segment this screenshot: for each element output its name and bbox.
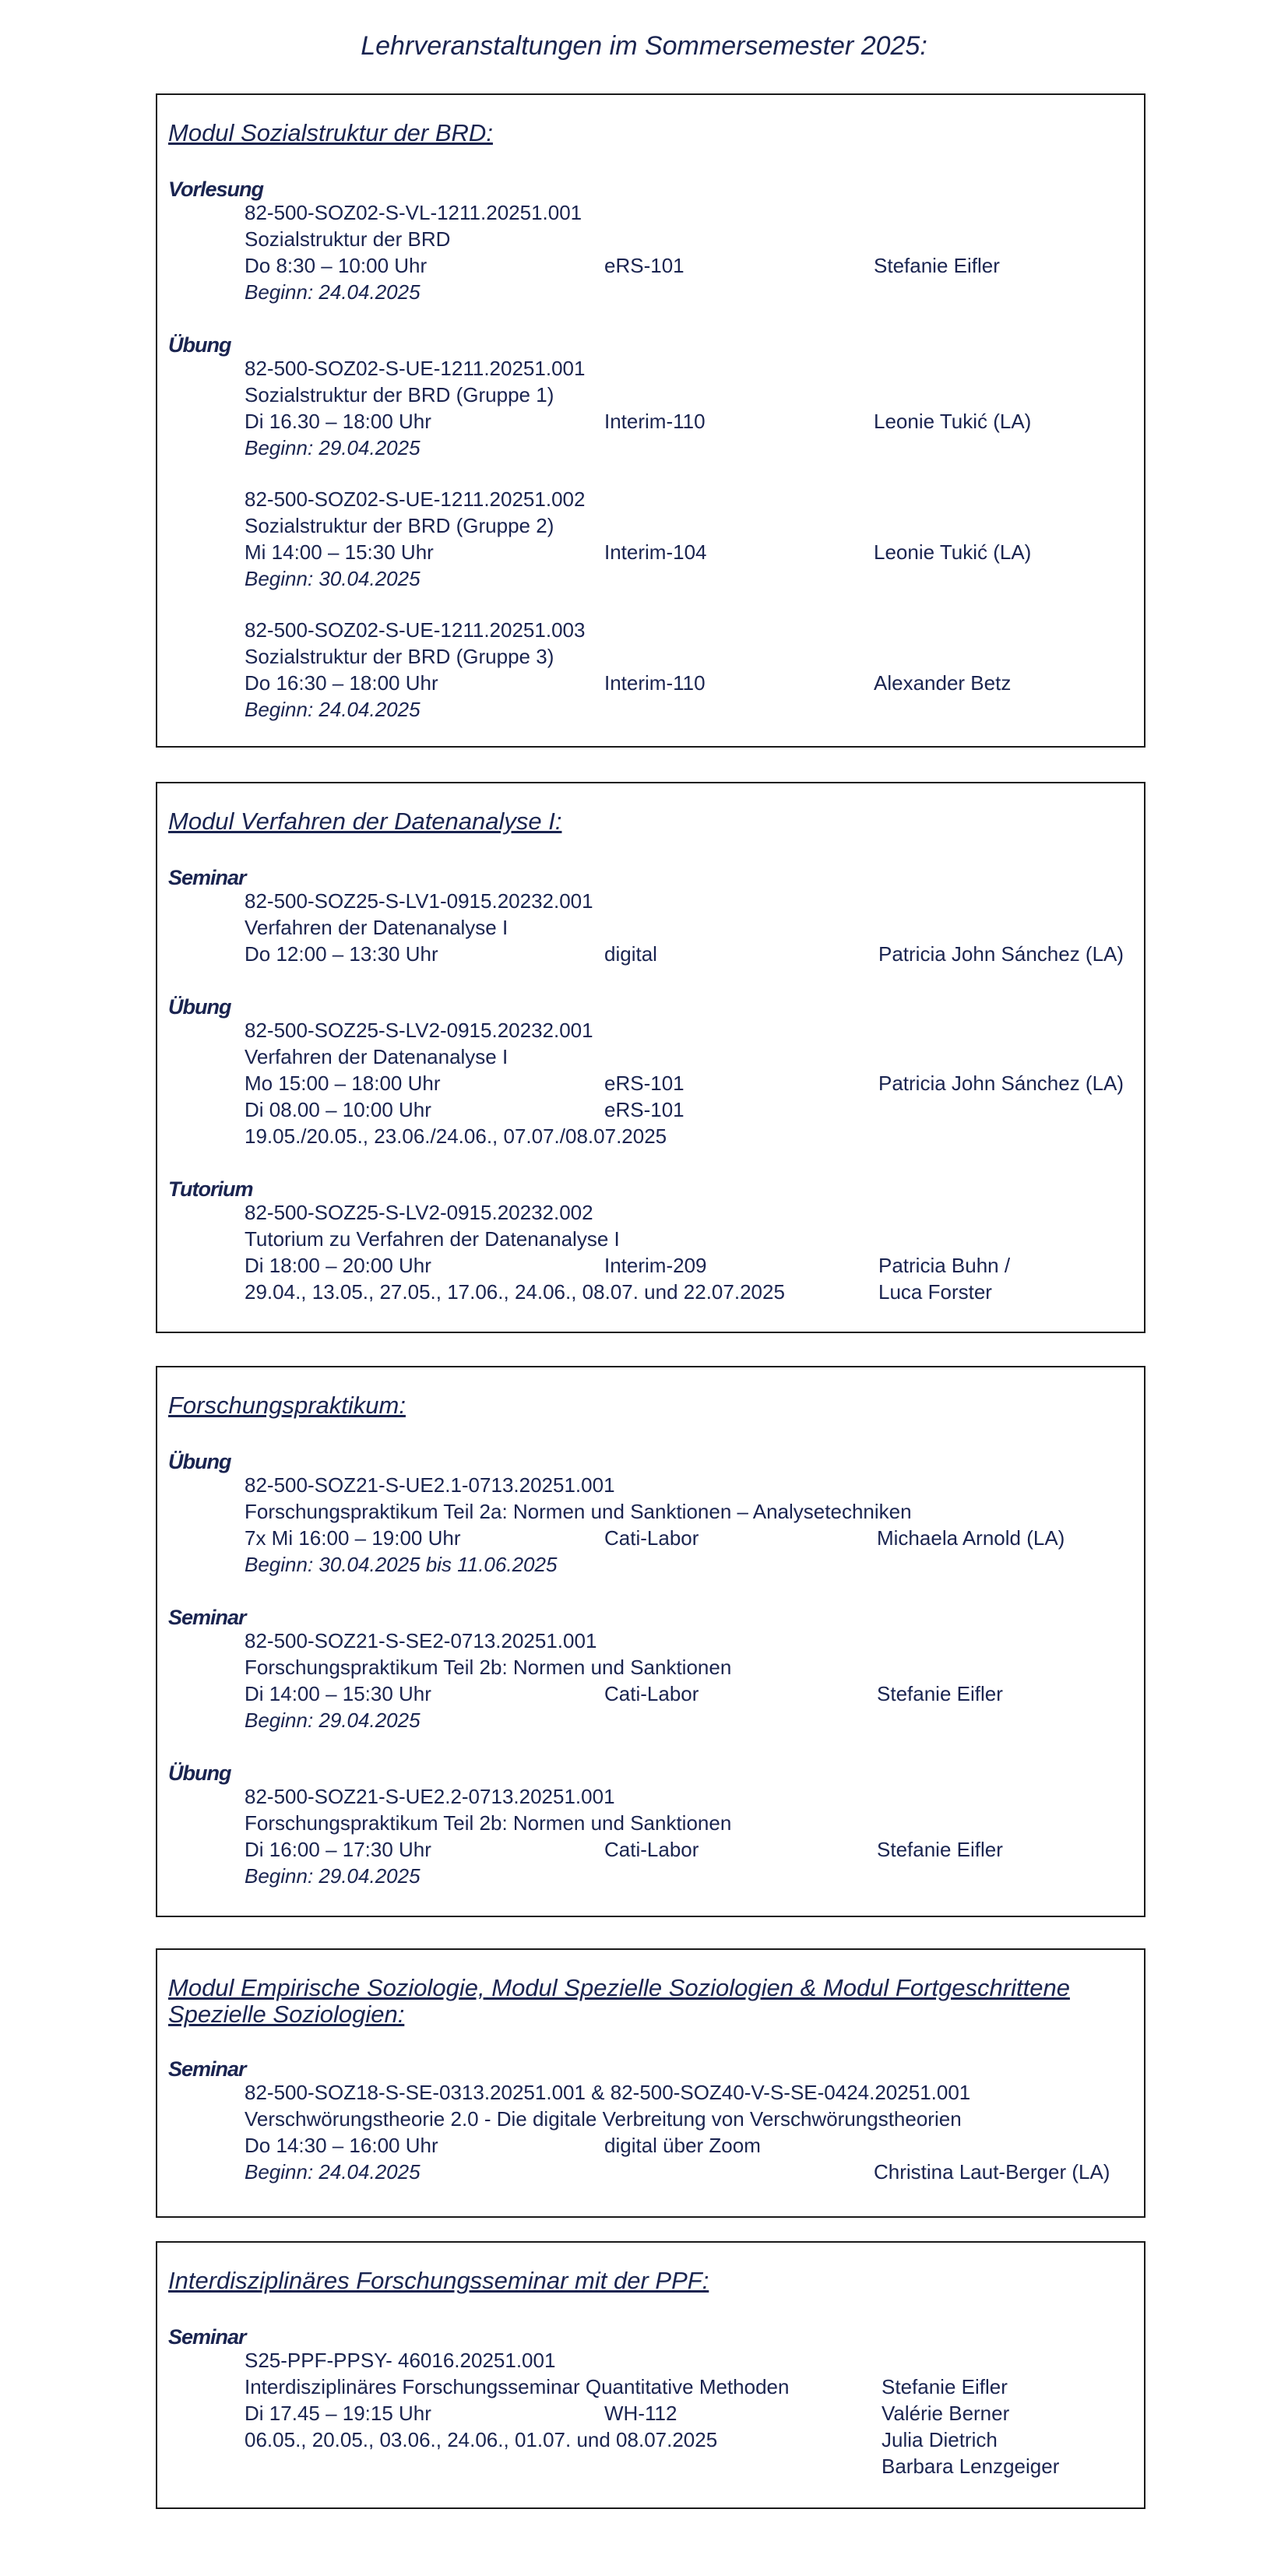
course-id: 82-500-SOZ25-S-LV2-0915.20232.001 xyxy=(245,1019,593,1042)
course-id: 82-500-SOZ18-S-SE-0313.20251.001 & 82-500-SOZ40-V-S-SE-0424.20251.001 xyxy=(245,2081,971,2104)
course-name: Verfahren der Datenanalyse I xyxy=(245,1045,509,1068)
course-id: S25-PPF-PPSY- 46016.20251.001 xyxy=(245,2349,556,2372)
course-room: Interim-110 xyxy=(604,671,706,695)
section-label: Seminar xyxy=(168,2057,246,2081)
course-name: Sozialstruktur der BRD (Gruppe 3) xyxy=(245,645,554,668)
course-id: 82-500-SOZ21-S-UE2.1-0713.20251.001 xyxy=(245,1473,615,1497)
page-title: Lehrveranstaltungen im Sommersemester 2025: xyxy=(361,31,927,61)
module-title: Forschungspraktikum: xyxy=(168,1392,406,1419)
module-interdisziplinaeres-forschungsseminar xyxy=(156,2241,1145,2509)
course-lecturer: Patricia John Sánchez (LA) xyxy=(878,1072,1124,1095)
course-id: 82-500-SOZ25-S-LV2-0915.20232.002 xyxy=(245,1201,593,1224)
course-room: Cati-Labor xyxy=(604,1682,699,1705)
course-name: Verfahren der Datenanalyse I xyxy=(245,916,509,939)
course-name: Tutorium zu Verfahren der Datenanalyse I xyxy=(245,1227,620,1251)
section-label: Seminar xyxy=(168,1606,246,1629)
course-lecturer: Valérie Berner xyxy=(882,2402,1010,2425)
course-name: Forschungspraktikum Teil 2a: Normen und Sanktionen – Analysetechniken xyxy=(245,1500,912,1523)
course-room: Cati-Labor xyxy=(604,1838,699,1861)
module-title: Modul Empirische Soziologie, Modul Spezielle Soziologien & Modul Fortgeschrittene Spezielle Soziologien: xyxy=(168,1974,1070,2028)
module-title: Interdisziplinäres Forschungsseminar mit der PPF: xyxy=(168,2267,709,2294)
course-lecturer: Stefanie Eifler xyxy=(877,1838,1003,1861)
course-time: Do 14:30 – 16:00 Uhr xyxy=(245,2134,438,2157)
course-begin: Beginn: 29.04.2025 xyxy=(245,436,421,459)
course-id: 82-500-SOZ21-S-SE2-0713.20251.001 xyxy=(245,1629,597,1652)
course-time: Di 14:00 – 15:30 Uhr xyxy=(245,1682,431,1705)
module-datenanalyse xyxy=(156,782,1145,1333)
course-time: 7x Mi 16:00 – 19:00 Uhr xyxy=(245,1526,461,1550)
course-begin: Beginn: 29.04.2025 xyxy=(245,1709,421,1732)
course-room: eRS-101 xyxy=(604,1072,684,1095)
course-lecturer: Stefanie Eifler xyxy=(877,1682,1003,1705)
section-label: Übung xyxy=(168,1450,231,1473)
course-time: Di 16.30 – 18:00 Uhr xyxy=(245,410,431,433)
course-lecturer: Leonie Tukić (LA) xyxy=(874,540,1032,564)
section-label: Vorlesung xyxy=(168,178,264,201)
section-label: Übung xyxy=(168,995,231,1019)
course-begin: Beginn: 29.04.2025 xyxy=(245,1864,421,1888)
course-room: eRS-101 xyxy=(604,254,684,277)
course-dates: 19.05./20.05., 23.06./24.06., 07.07./08.07.2025 xyxy=(245,1124,667,1148)
course-time: Do 8:30 – 10:00 Uhr xyxy=(245,254,428,277)
course-lecturer: Stefanie Eifler xyxy=(874,254,1000,277)
module-forschungspraktikum xyxy=(156,1366,1145,1917)
section-label: Übung xyxy=(168,1761,231,1785)
course-begin: Beginn: 24.04.2025 xyxy=(245,280,421,304)
course-lecturer: Stefanie Eifler xyxy=(882,2375,1008,2398)
course-room: Interim-110 xyxy=(604,410,706,433)
course-begin: Beginn: 24.04.2025 xyxy=(245,2160,421,2184)
course-room: digital xyxy=(604,942,657,966)
course-begin: Beginn: 24.04.2025 xyxy=(245,698,421,721)
course-room: Interim-209 xyxy=(604,1254,707,1277)
course-id: 82-500-SOZ02-S-UE-1211.20251.003 xyxy=(245,618,586,642)
course-lecturer: Patricia Buhn / xyxy=(878,1254,1011,1277)
course-lecturer: Alexander Betz xyxy=(874,671,1012,695)
course-id: 82-500-SOZ02-S-VL-1211.20251.001 xyxy=(245,201,582,224)
course-time: Di 18:00 – 20:00 Uhr xyxy=(245,1254,431,1277)
course-dates: 06.05., 20.05., 03.06., 24.06., 01.07. und 08.07.2025 xyxy=(245,2428,718,2451)
course-begin: Beginn: 30.04.2025 xyxy=(245,567,421,590)
course-time: Di 17.45 – 19:15 Uhr xyxy=(245,2402,431,2425)
course-room: digital über Zoom xyxy=(604,2134,761,2157)
course-name: Sozialstruktur der BRD (Gruppe 1) xyxy=(245,383,554,406)
course-id: 82-500-SOZ21-S-UE2.2-0713.20251.001 xyxy=(245,1785,615,1808)
course-room: WH-112 xyxy=(604,2402,677,2425)
course-time: Mo 15:00 – 18:00 Uhr xyxy=(245,1072,441,1095)
course-dates: 29.04., 13.05., 27.05., 17.06., 24.06., 08.07. und 22.07.2025 xyxy=(245,1280,785,1304)
course-time: Mi 14:00 – 15:30 Uhr xyxy=(245,540,434,564)
course-name: Forschungspraktikum Teil 2b: Normen und Sanktionen xyxy=(245,1656,732,1679)
course-lecturer: Michaela Arnold (LA) xyxy=(877,1526,1065,1550)
module-empirische-soziologie xyxy=(156,1948,1145,2218)
module-title: Modul Sozialstruktur der BRD: xyxy=(168,119,493,146)
course-lecturer: Julia Dietrich xyxy=(882,2428,998,2451)
course-lecturer: Barbara Lenzgeiger xyxy=(882,2455,1060,2478)
section-label: Übung xyxy=(168,333,231,357)
module-title: Modul Verfahren der Datenanalyse I: xyxy=(168,808,562,835)
course-room-2: eRS-101 xyxy=(604,1098,684,1121)
section-label: Seminar xyxy=(168,2325,246,2349)
course-time: Do 16:30 – 18:00 Uhr xyxy=(245,671,438,695)
course-time: Do 12:00 – 13:30 Uhr xyxy=(245,942,438,966)
course-name: Sozialstruktur der BRD (Gruppe 2) xyxy=(245,514,554,537)
course-name: Sozialstruktur der BRD xyxy=(245,227,451,251)
course-id: 82-500-SOZ02-S-UE-1211.20251.002 xyxy=(245,487,586,511)
course-name: Forschungspraktikum Teil 2b: Normen und Sanktionen xyxy=(245,1811,732,1835)
course-lecturer: Christina Laut-Berger (LA) xyxy=(874,2160,1110,2184)
course-lecturer-2: Luca Forster xyxy=(878,1280,992,1304)
course-room: Cati-Labor xyxy=(604,1526,699,1550)
section-label: Tutorium xyxy=(168,1177,253,1201)
course-time-2: Di 08.00 – 10:00 Uhr xyxy=(245,1098,431,1121)
course-begin: Beginn: 30.04.2025 bis 11.06.2025 xyxy=(245,1553,558,1576)
course-time: Di 16:00 – 17:30 Uhr xyxy=(245,1838,431,1861)
course-id: 82-500-SOZ25-S-LV1-0915.20232.001 xyxy=(245,889,593,913)
course-room: Interim-104 xyxy=(604,540,707,564)
section-label: Seminar xyxy=(168,866,246,889)
course-id: 82-500-SOZ02-S-UE-1211.20251.001 xyxy=(245,357,586,380)
course-name: Interdisziplinäres Forschungsseminar Quantitative Methoden xyxy=(245,2375,790,2398)
course-lecturer: Patricia John Sánchez (LA) xyxy=(878,942,1124,966)
course-name: Verschwörungstheorie 2.0 - Die digitale Verbreitung von Verschwörungstheorien xyxy=(245,2107,962,2131)
module-sozialstruktur xyxy=(156,93,1145,748)
course-lecturer: Leonie Tukić (LA) xyxy=(874,410,1032,433)
